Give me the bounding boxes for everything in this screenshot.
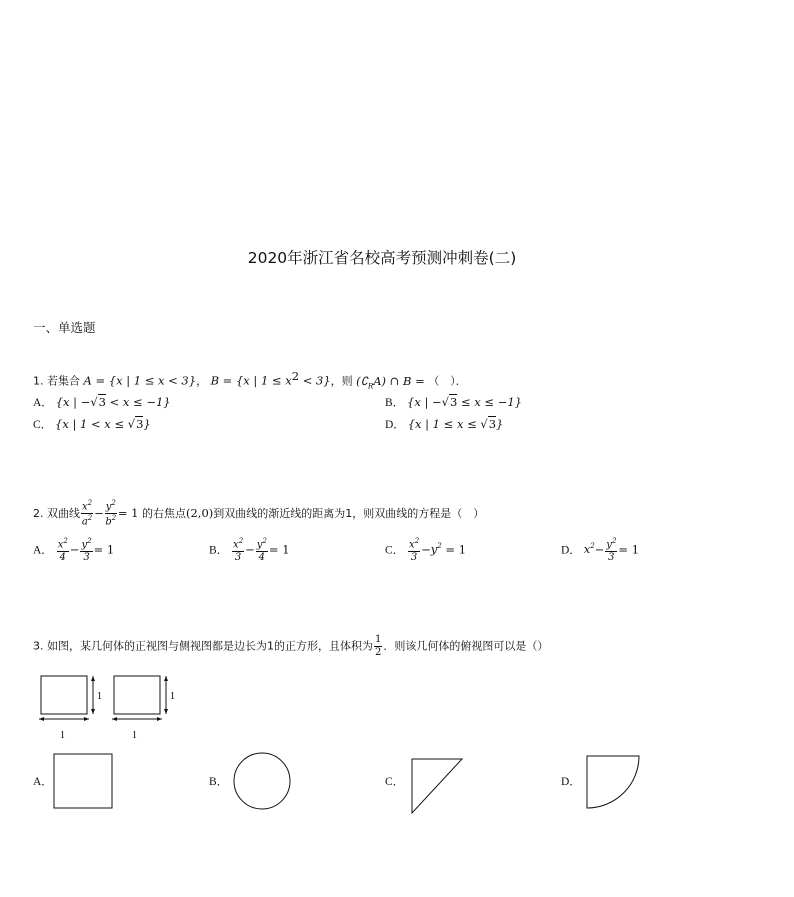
- q1-set-a: A = {x | 1 ≤ x < 3}: [83, 373, 197, 388]
- dim-label-width-2: 1: [132, 730, 137, 741]
- q1-option-b[interactable]: B． {x | −√3 ≤ x ≤ −1}: [385, 395, 522, 409]
- exam-title: 2020年浙江省名校高考预测冲刺卷(二): [247, 249, 517, 267]
- q1-option-a-label: A．: [33, 397, 53, 409]
- dim-label-height-2: 1: [170, 691, 175, 702]
- q1-set-b-end: < 3}: [299, 373, 331, 388]
- q3-option-c-label[interactable]: C．: [385, 776, 405, 788]
- question-2-stem: 2. 双曲线 $\frac{x^2}{a^2}$ − $\frac{y^2}{b^2}$ = 1 的右焦点(2,0)到双曲线的渐近线的距离为1，则双曲线的方程是（ ）: [33, 499, 485, 528]
- question-1-stem: 1. 若集合 A = {x | 1 ≤ x < 3}， B = {x | $1 \le x^2 < 3$}，则 $(∁_RA)$ ∩ B = （ ）．: [33, 369, 467, 390]
- q1-stem-text: 1. 若集合: [33, 374, 80, 388]
- q2-option-b-label: B．: [209, 544, 229, 557]
- q3-stem-rest: ．则该几何体的俯视图可以是（）: [383, 639, 549, 653]
- q1-option-c[interactable]: C． {x | 1 < x ≤ √3}: [33, 417, 151, 431]
- q3-option-b-label[interactable]: B．: [209, 776, 229, 788]
- q1-option-b-label: B．: [385, 397, 405, 409]
- q1-option-d[interactable]: D． {x | 1 ≤ x ≤ √3}: [385, 417, 504, 431]
- front-view-square: [41, 676, 87, 714]
- q2-option-a[interactable]: A． $\frac{x^2}{4}$ − $\frac{y^2}{3}$ = 1: [33, 537, 115, 564]
- q2-option-b[interactable]: B． $\frac{x^2}{3}$ − $\frac{y^2}{4}$ = 1: [209, 537, 290, 564]
- q3-option-d-label[interactable]: D．: [561, 776, 581, 788]
- question-3-stem: [33, 635, 548, 658]
- q3-volume-fraction: $\frac{1}{2}$: [375, 634, 382, 658]
- q2-option-c[interactable]: C． $\frac{x^2}{3}$ $-y^2 = 1$: [385, 537, 467, 564]
- q1-bracket: （ ）．: [428, 374, 467, 388]
- q2-option-c-label: C．: [385, 544, 405, 557]
- q2-stem-rest: 到双曲线的渐近线的距离为1，则双曲线的方程是（ ）: [213, 506, 485, 520]
- dim-label-width-1: 1: [60, 730, 65, 741]
- q3-option-b-circle-figure[interactable]: [230, 752, 294, 810]
- q3-views-figure: [30, 672, 200, 744]
- section-heading: 一、单选题: [33, 320, 96, 335]
- q1-comma: ，: [196, 374, 208, 388]
- q2-stem-focus: 的右焦点: [141, 506, 186, 520]
- q3-option-a-label[interactable]: A．: [33, 776, 53, 788]
- q1-set-b: B = {x | 1 ≤ x: [210, 373, 292, 388]
- q3-stem-text: 3. 如图，某几何体的正视图与侧视图都是边长为1的正方形，且体积为: [33, 639, 373, 653]
- q2-stem-text: 2. 双曲线: [33, 506, 80, 520]
- q3-option-a-square-figure[interactable]: [50, 752, 116, 810]
- q2-option-d[interactable]: D． $x^2-$ $\frac{y^2}{3}$ = 1: [561, 537, 640, 564]
- q1-option-a[interactable]: A． {x | −√3 < x ≤ −1}: [33, 395, 171, 409]
- q1-expression: $(∁_RA)$ ∩ B =: [356, 373, 425, 390]
- q1-then: ，则: [330, 374, 353, 388]
- q3-option-c-triangle-figure[interactable]: [408, 755, 466, 817]
- dim-label-height-1: 1: [97, 691, 102, 702]
- q2-point: (2,0): [185, 505, 214, 520]
- q1-option-c-label: C．: [33, 419, 53, 431]
- q2-option-a-label: A．: [33, 544, 53, 557]
- q1-option-d-label: D．: [385, 419, 405, 431]
- side-view-square: [114, 676, 160, 714]
- q2-option-d-label: D．: [561, 544, 581, 557]
- q3-option-d-quarter-circle-figure[interactable]: [583, 752, 643, 812]
